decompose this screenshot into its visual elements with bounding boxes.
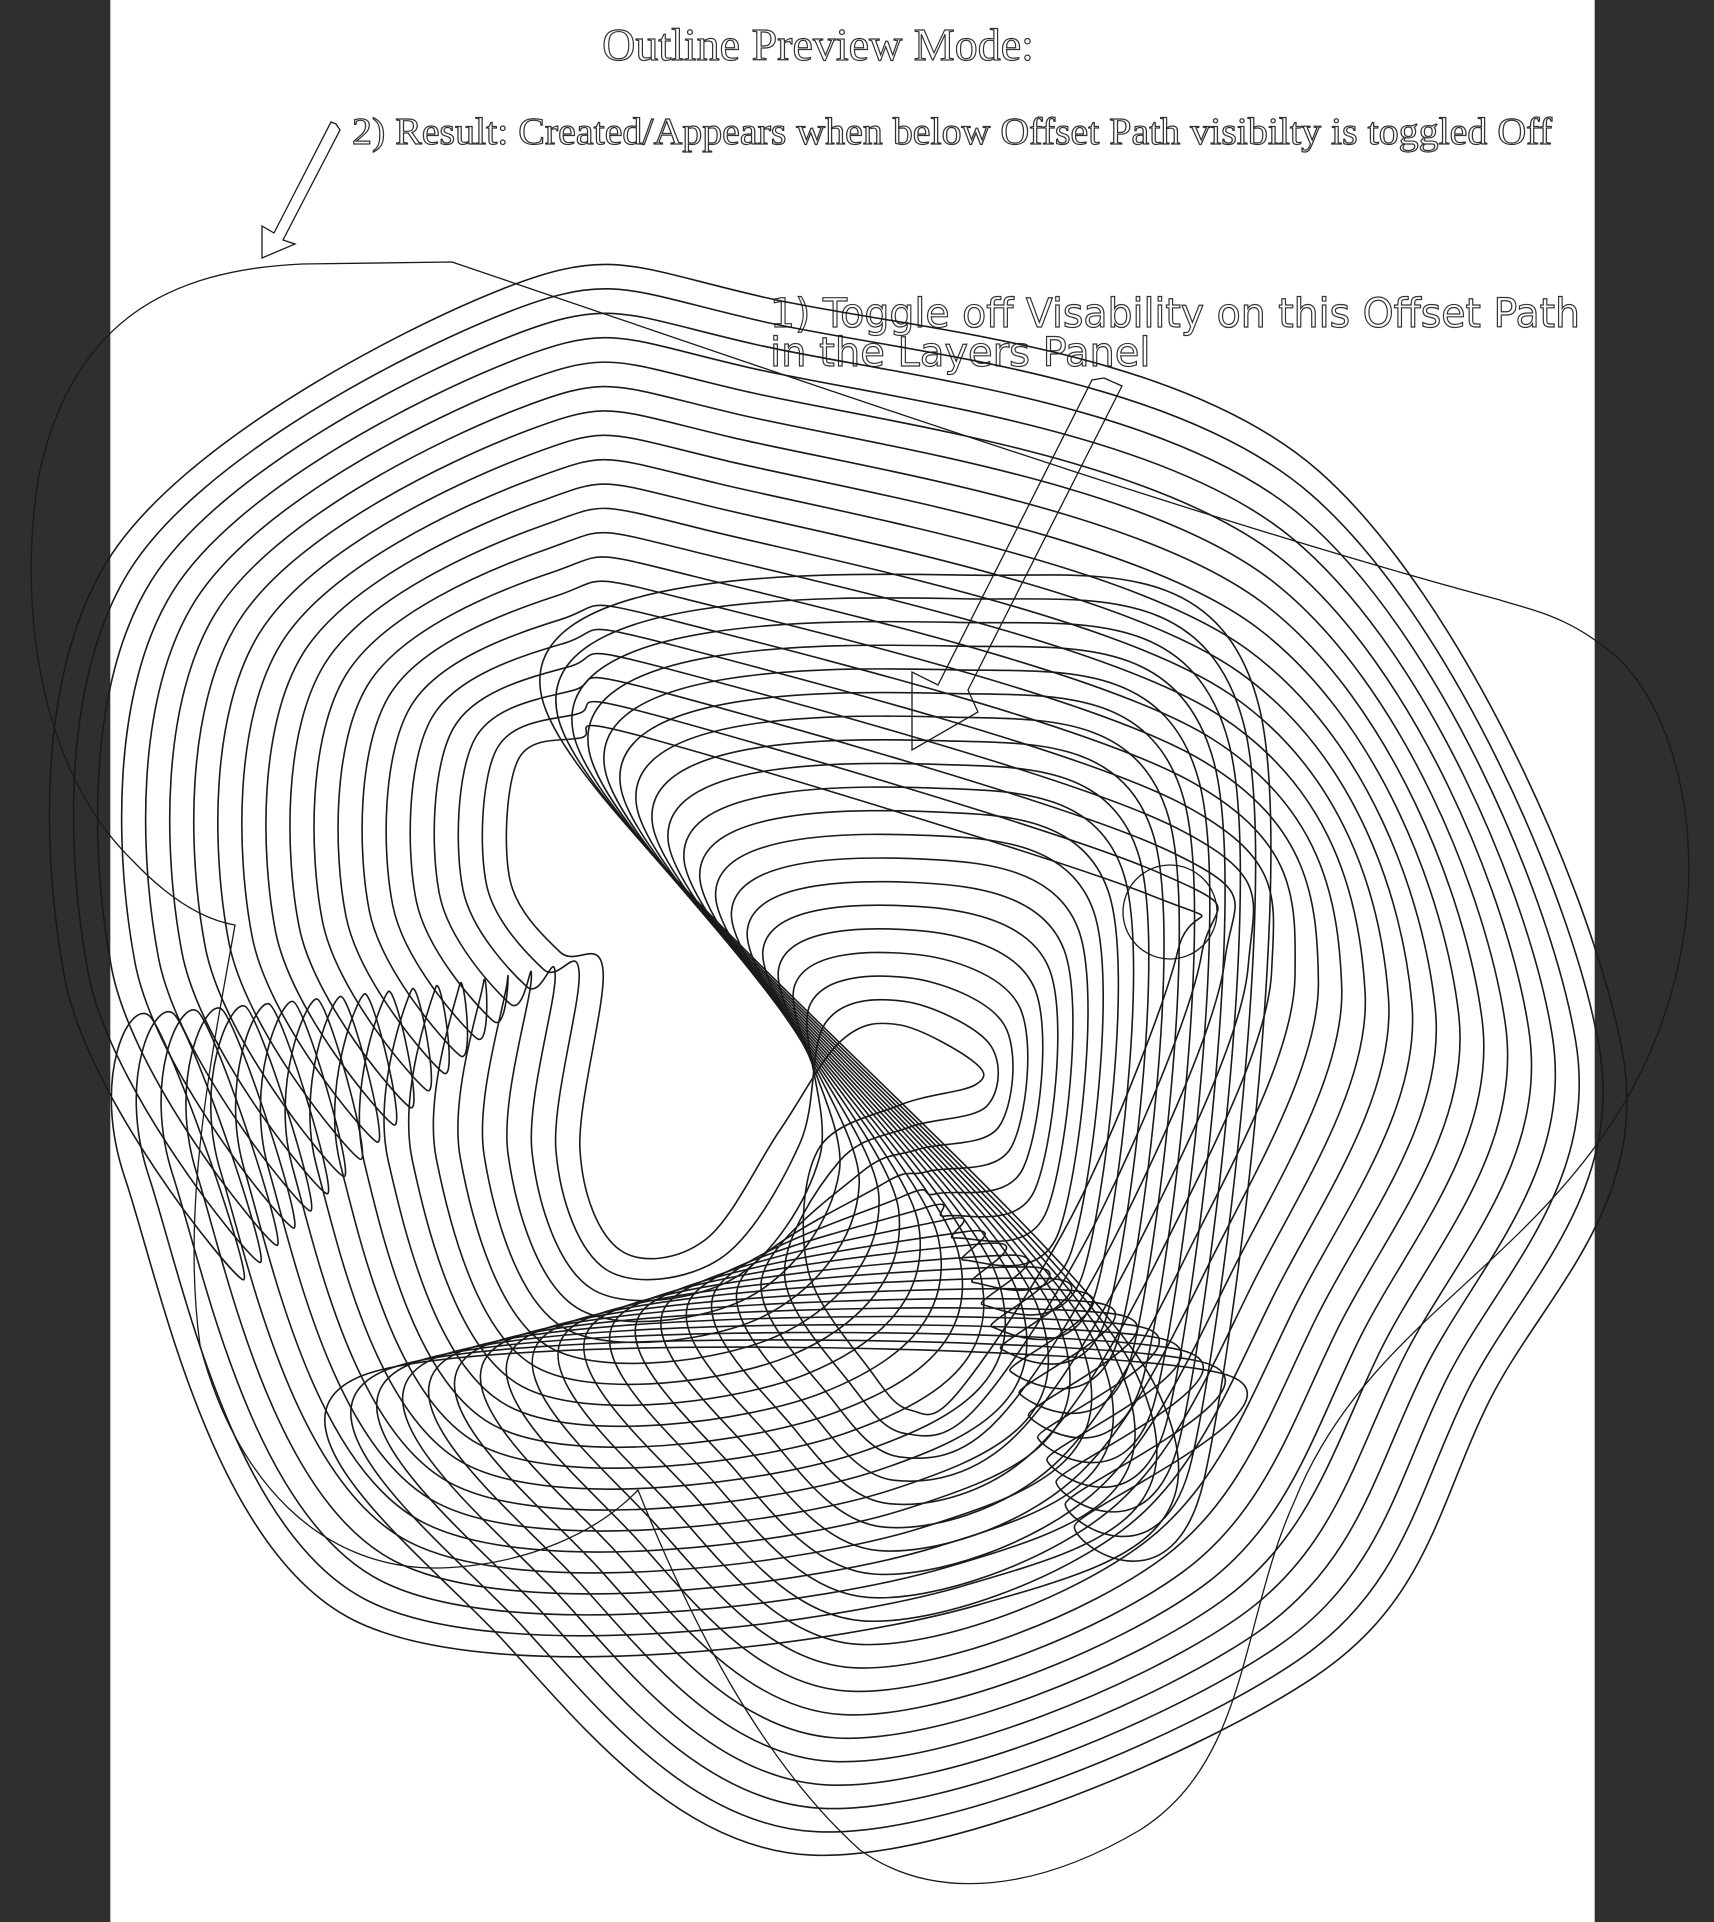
result-label: 2) Result: Created/Appears when below Offset Path visibilty is toggled Off — [352, 111, 1553, 153]
mode-title: Outline Preview Mode: — [602, 19, 1034, 70]
offset-path — [362, 581, 1318, 1551]
arrow-to-result-shape-icon — [262, 122, 340, 258]
offset-paths — [49, 264, 1627, 1855]
toggle-label-line1: 1) Toggle off Visability on this Offset Path — [770, 291, 1580, 337]
anchor-circle — [1123, 865, 1217, 959]
toggle-label-line2: in the Layers Panel — [770, 330, 1151, 376]
offset-path — [74, 289, 1604, 1832]
